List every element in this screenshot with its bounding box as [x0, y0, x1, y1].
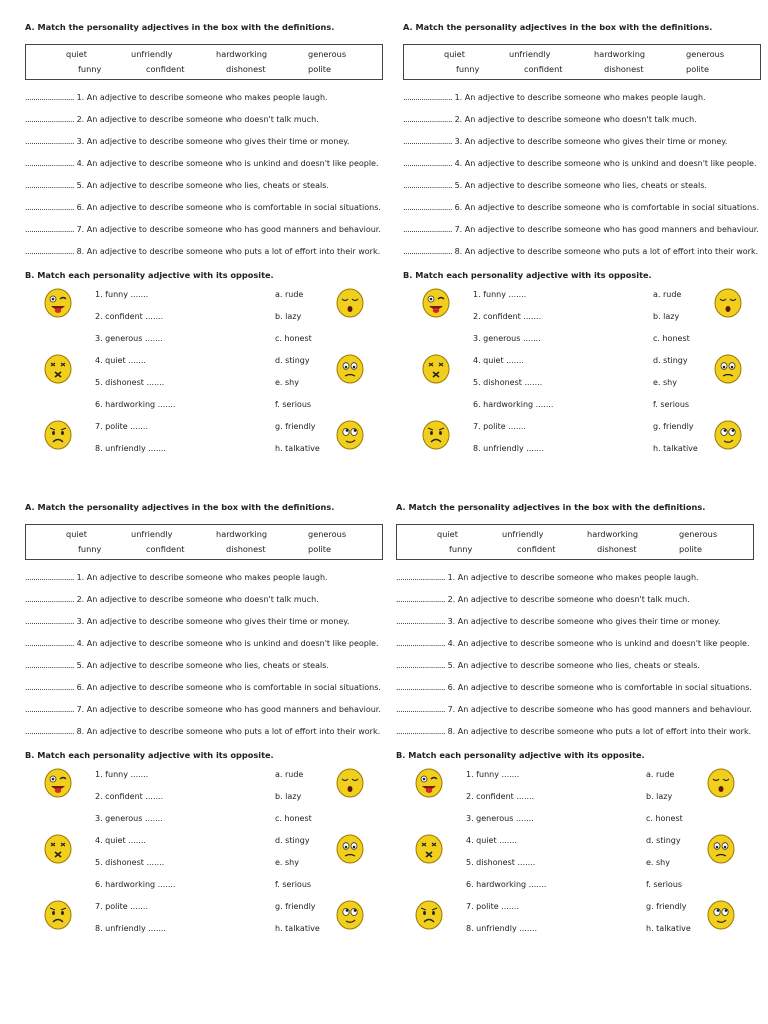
opposite-item: f. serious — [653, 400, 690, 409]
adjective-item: 6. hardworking ....... — [95, 400, 176, 409]
answer-blank: ........................ — [396, 705, 446, 714]
adjective-item: 6. hardworking ....... — [95, 880, 176, 889]
definition-text: 1. An adjective to describe someone who makes people laugh. — [76, 93, 328, 102]
answer-blank: ........................ — [396, 727, 446, 736]
adjective-item: 5. dishonest ....... — [473, 378, 543, 387]
rolling-eyes-face-icon — [706, 900, 736, 930]
definition-line — [25, 661, 329, 670]
definition-text: 8. An adjective to describe someone who puts a lot of effort into their work. — [76, 727, 381, 736]
sad-face-icon — [414, 900, 444, 930]
answer-blank: ........................ — [403, 225, 453, 234]
word-box-item: funny — [449, 544, 473, 554]
opposite-item: c. honest — [275, 814, 312, 823]
answer-blank: ........................ — [25, 595, 75, 604]
sleepy-face-icon — [713, 288, 743, 318]
definition-line — [403, 137, 727, 146]
definition-text: 1. An adjective to describe someone who makes people laugh. — [76, 573, 328, 582]
word-box-item: hardworking — [216, 529, 268, 539]
word-box-item: generous — [686, 49, 725, 59]
answer-blank: ........................ — [396, 617, 446, 626]
word-box-item: polite — [308, 544, 332, 554]
word-box-item: unfriendly — [131, 529, 173, 539]
sleepy-face-icon — [335, 288, 365, 318]
definition-line — [25, 159, 379, 168]
sad-face-icon — [43, 900, 73, 930]
opposite-item: e. shy — [275, 378, 299, 387]
answer-blank: ........................ — [25, 225, 75, 234]
word-box-item: funny — [78, 544, 102, 554]
definition-line — [25, 727, 380, 736]
word-box — [403, 44, 761, 80]
opposite-item: h. talkative — [275, 444, 320, 453]
worksheet-top-left — [25, 22, 390, 492]
word-box-item: dishonest — [604, 64, 644, 74]
adjective-item: 2. confident ....... — [466, 792, 535, 801]
adjective-item: 8. unfriendly ....... — [473, 444, 545, 453]
adjective-item: 1. funny ....... — [473, 290, 527, 299]
worried-face-icon — [335, 834, 365, 864]
answer-blank: ........................ — [25, 181, 75, 190]
worksheet-bottom-left — [25, 502, 390, 972]
definition-text: 3. An adjective to describe someone who gives their time or money. — [447, 617, 721, 626]
definition-text: 4. An adjective to describe someone who is unkind and doesn't like people. — [76, 639, 379, 648]
adjective-item: 6. hardworking ....... — [466, 880, 547, 889]
opposite-item: g. friendly — [646, 902, 687, 911]
adjective-item: 2. confident ....... — [473, 312, 542, 321]
dizzy-face-icon — [43, 354, 73, 384]
adjective-item: 4. quiet ....... — [95, 356, 146, 365]
word-box-item: funny — [456, 64, 480, 74]
dizzy-face-icon — [421, 354, 451, 384]
definition-line — [25, 595, 319, 604]
opposite-item: g. friendly — [653, 422, 694, 431]
definition-text: 7. An adjective to describe someone who has good manners and behaviour. — [76, 225, 381, 234]
word-box-item: unfriendly — [502, 529, 544, 539]
definition-line — [396, 683, 752, 692]
definition-text: 7. An adjective to describe someone who has good manners and behaviour. — [76, 705, 381, 714]
definition-line — [403, 93, 706, 102]
word-box — [25, 44, 383, 80]
opposite-item: b. lazy — [275, 792, 302, 801]
adjective-item: 4. quiet ....... — [473, 356, 524, 365]
definition-text: 4. An adjective to describe someone who is unkind and doesn't like people. — [454, 159, 757, 168]
word-box-item: dishonest — [226, 64, 266, 74]
definition-text: 2. An adjective to describe someone who doesn't talk much. — [454, 115, 697, 124]
answer-blank: ........................ — [25, 617, 75, 626]
definition-text: 7. An adjective to describe someone who has good manners and behaviour. — [447, 705, 752, 714]
definition-line — [403, 247, 758, 256]
adjective-item: 2. confident ....... — [95, 312, 164, 321]
answer-blank: ........................ — [396, 639, 446, 648]
opposite-item: c. honest — [653, 334, 690, 343]
answer-blank: ........................ — [396, 683, 446, 692]
dizzy-face-icon — [414, 834, 444, 864]
opposite-item: d. stingy — [275, 356, 310, 365]
opposite-item: c. honest — [646, 814, 683, 823]
definition-text: 1. An adjective to describe someone who makes people laugh. — [447, 573, 699, 582]
word-box-item: generous — [308, 49, 347, 59]
adjective-item: 3. generous ....... — [95, 334, 163, 343]
worried-face-icon — [713, 354, 743, 384]
laughing-face-icon — [43, 768, 73, 798]
definition-line — [25, 683, 381, 692]
word-box-item: hardworking — [594, 49, 646, 59]
word-box-item: confident — [524, 64, 563, 74]
laughing-face-icon — [414, 768, 444, 798]
word-box-item: polite — [686, 64, 710, 74]
definition-text: 8. An adjective to describe someone who puts a lot of effort into their work. — [76, 247, 381, 256]
definition-text: 5. An adjective to describe someone who lies, cheats or steals. — [447, 661, 700, 670]
dizzy-face-icon — [43, 834, 73, 864]
definition-text: 5. An adjective to describe someone who lies, cheats or steals. — [76, 661, 329, 670]
opposite-item: a. rude — [653, 290, 682, 299]
answer-blank: ........................ — [403, 159, 453, 168]
definition-text: 6. An adjective to describe someone who is comfortable in social situations. — [76, 683, 381, 692]
opposite-item: a. rude — [275, 770, 304, 779]
adjective-item: 7. polite ....... — [466, 902, 519, 911]
word-box-item: confident — [146, 544, 185, 554]
adjective-item: 7. polite ....... — [95, 902, 148, 911]
word-box-item: quiet — [437, 529, 458, 539]
definition-text: 6. An adjective to describe someone who is comfortable in social situations. — [454, 203, 759, 212]
answer-blank: ........................ — [25, 115, 75, 124]
word-box-item: hardworking — [216, 49, 268, 59]
opposite-item: g. friendly — [275, 422, 316, 431]
sad-face-icon — [421, 420, 451, 450]
definition-line — [396, 595, 690, 604]
opposite-item: g. friendly — [275, 902, 316, 911]
adjective-item: 8. unfriendly ....... — [95, 444, 167, 453]
rolling-eyes-face-icon — [713, 420, 743, 450]
section-b-heading: B. Match each personality adjective with its opposite. — [396, 750, 645, 760]
word-box-item: unfriendly — [509, 49, 551, 59]
adjective-item: 3. generous ....... — [473, 334, 541, 343]
answer-blank: ........................ — [396, 595, 446, 604]
section-b-heading: B. Match each personality adjective with its opposite. — [25, 750, 274, 760]
definition-line — [403, 115, 697, 124]
answer-blank: ........................ — [25, 683, 75, 692]
opposite-item: f. serious — [275, 400, 312, 409]
adjective-item: 3. generous ....... — [466, 814, 534, 823]
answer-blank: ........................ — [403, 137, 453, 146]
answer-blank: ........................ — [25, 661, 75, 670]
definition-line — [25, 93, 328, 102]
definition-text: 1. An adjective to describe someone who makes people laugh. — [454, 93, 706, 102]
adjective-item: 1. funny ....... — [95, 770, 149, 779]
opposite-item: e. shy — [275, 858, 299, 867]
answer-blank: ........................ — [403, 93, 453, 102]
adjective-item: 7. polite ....... — [95, 422, 148, 431]
definition-text: 5. An adjective to describe someone who lies, cheats or steals. — [76, 181, 329, 190]
adjective-item: 1. funny ....... — [466, 770, 520, 779]
answer-blank: ........................ — [25, 159, 75, 168]
answer-blank: ........................ — [25, 137, 75, 146]
laughing-face-icon — [421, 288, 451, 318]
worksheet-top-right — [403, 22, 768, 492]
worried-face-icon — [335, 354, 365, 384]
rolling-eyes-face-icon — [335, 900, 365, 930]
definition-line — [25, 203, 381, 212]
opposite-item: b. lazy — [275, 312, 302, 321]
word-box-item: generous — [308, 529, 347, 539]
word-box-item: generous — [679, 529, 718, 539]
section-b-heading: B. Match each personality adjective with its opposite. — [403, 270, 652, 280]
opposite-item: a. rude — [275, 290, 304, 299]
word-box-item: quiet — [66, 529, 87, 539]
definition-line — [396, 661, 700, 670]
answer-blank: ........................ — [403, 247, 453, 256]
definition-text: 2. An adjective to describe someone who doesn't talk much. — [76, 115, 319, 124]
opposite-item: e. shy — [646, 858, 670, 867]
opposite-item: e. shy — [653, 378, 677, 387]
word-box-item: quiet — [444, 49, 465, 59]
definition-line — [396, 639, 750, 648]
opposite-item: b. lazy — [646, 792, 673, 801]
opposite-item: d. stingy — [653, 356, 688, 365]
adjective-item: 4. quiet ....... — [95, 836, 146, 845]
answer-blank: ........................ — [396, 661, 446, 670]
adjective-item: 8. unfriendly ....... — [95, 924, 167, 933]
word-box-item: hardworking — [587, 529, 639, 539]
word-box — [396, 524, 754, 560]
section-a-heading: A. Match the personality adjectives in the box with the definitions. — [25, 22, 335, 32]
word-box — [25, 524, 383, 560]
opposite-item: h. talkative — [646, 924, 691, 933]
definition-line — [25, 617, 349, 626]
definition-line — [25, 115, 319, 124]
opposite-item: d. stingy — [275, 836, 310, 845]
adjective-item: 7. polite ....... — [473, 422, 526, 431]
definition-text: 5. An adjective to describe someone who lies, cheats or steals. — [454, 181, 707, 190]
definition-line — [403, 225, 759, 234]
definition-line — [396, 573, 699, 582]
word-box-item: confident — [146, 64, 185, 74]
worksheet-bottom-right — [396, 502, 761, 972]
definition-line — [403, 181, 707, 190]
adjective-item: 1. funny ....... — [95, 290, 149, 299]
definition-text: 4. An adjective to describe someone who is unkind and doesn't like people. — [447, 639, 750, 648]
word-box-item: dishonest — [597, 544, 637, 554]
answer-blank: ........................ — [396, 573, 446, 582]
definition-line — [396, 727, 751, 736]
adjective-item: 6. hardworking ....... — [473, 400, 554, 409]
definition-text: 7. An adjective to describe someone who has good manners and behaviour. — [454, 225, 759, 234]
adjective-item: 4. quiet ....... — [466, 836, 517, 845]
opposite-item: f. serious — [275, 880, 312, 889]
word-box-item: polite — [679, 544, 703, 554]
opposite-item: h. talkative — [275, 924, 320, 933]
word-box-item: quiet — [66, 49, 87, 59]
worried-face-icon — [706, 834, 736, 864]
sleepy-face-icon — [335, 768, 365, 798]
adjective-item: 5. dishonest ....... — [95, 378, 165, 387]
adjective-item: 5. dishonest ....... — [466, 858, 536, 867]
definition-text: 2. An adjective to describe someone who doesn't talk much. — [76, 595, 319, 604]
definition-line — [25, 137, 349, 146]
rolling-eyes-face-icon — [335, 420, 365, 450]
definition-line — [396, 705, 752, 714]
word-box-item: funny — [78, 64, 102, 74]
word-box-item: polite — [308, 64, 332, 74]
adjective-item: 2. confident ....... — [95, 792, 164, 801]
definition-line — [25, 639, 379, 648]
adjective-item: 5. dishonest ....... — [95, 858, 165, 867]
sleepy-face-icon — [706, 768, 736, 798]
opposite-item: a. rude — [646, 770, 675, 779]
opposite-item: c. honest — [275, 334, 312, 343]
answer-blank: ........................ — [25, 93, 75, 102]
answer-blank: ........................ — [403, 203, 453, 212]
word-box-item: unfriendly — [131, 49, 173, 59]
answer-blank: ........................ — [25, 573, 75, 582]
definition-text: 6. An adjective to describe someone who is comfortable in social situations. — [447, 683, 752, 692]
opposite-item: b. lazy — [653, 312, 680, 321]
answer-blank: ........................ — [25, 727, 75, 736]
sad-face-icon — [43, 420, 73, 450]
section-a-heading: A. Match the personality adjectives in the box with the definitions. — [25, 502, 335, 512]
answer-blank: ........................ — [403, 115, 453, 124]
definition-line — [25, 705, 381, 714]
word-box-item: dishonest — [226, 544, 266, 554]
opposite-item: f. serious — [646, 880, 683, 889]
definition-line — [403, 159, 757, 168]
answer-blank: ........................ — [25, 705, 75, 714]
definition-text: 3. An adjective to describe someone who gives their time or money. — [76, 617, 350, 626]
definition-line — [25, 181, 329, 190]
opposite-item: d. stingy — [646, 836, 681, 845]
answer-blank: ........................ — [403, 181, 453, 190]
definition-line — [25, 247, 380, 256]
section-a-heading: A. Match the personality adjectives in the box with the definitions. — [396, 502, 706, 512]
definition-text: 3. An adjective to describe someone who gives their time or money. — [454, 137, 728, 146]
definition-text: 6. An adjective to describe someone who is comfortable in social situations. — [76, 203, 381, 212]
definition-text: 8. An adjective to describe someone who puts a lot of effort into their work. — [454, 247, 759, 256]
section-b-heading: B. Match each personality adjective with its opposite. — [25, 270, 274, 280]
answer-blank: ........................ — [25, 203, 75, 212]
definition-text: 2. An adjective to describe someone who doesn't talk much. — [447, 595, 690, 604]
adjective-item: 3. generous ....... — [95, 814, 163, 823]
definition-line — [403, 203, 759, 212]
adjective-item: 8. unfriendly ....... — [466, 924, 538, 933]
definition-text: 4. An adjective to describe someone who is unkind and doesn't like people. — [76, 159, 379, 168]
section-a-heading: A. Match the personality adjectives in the box with the definitions. — [403, 22, 713, 32]
answer-blank: ........................ — [25, 639, 75, 648]
definition-line — [396, 617, 720, 626]
definition-line — [25, 225, 381, 234]
definition-text: 3. An adjective to describe someone who gives their time or money. — [76, 137, 350, 146]
definition-line — [25, 573, 328, 582]
laughing-face-icon — [43, 288, 73, 318]
word-box-item: confident — [517, 544, 556, 554]
opposite-item: h. talkative — [653, 444, 698, 453]
definition-text: 8. An adjective to describe someone who puts a lot of effort into their work. — [447, 727, 752, 736]
answer-blank: ........................ — [25, 247, 75, 256]
